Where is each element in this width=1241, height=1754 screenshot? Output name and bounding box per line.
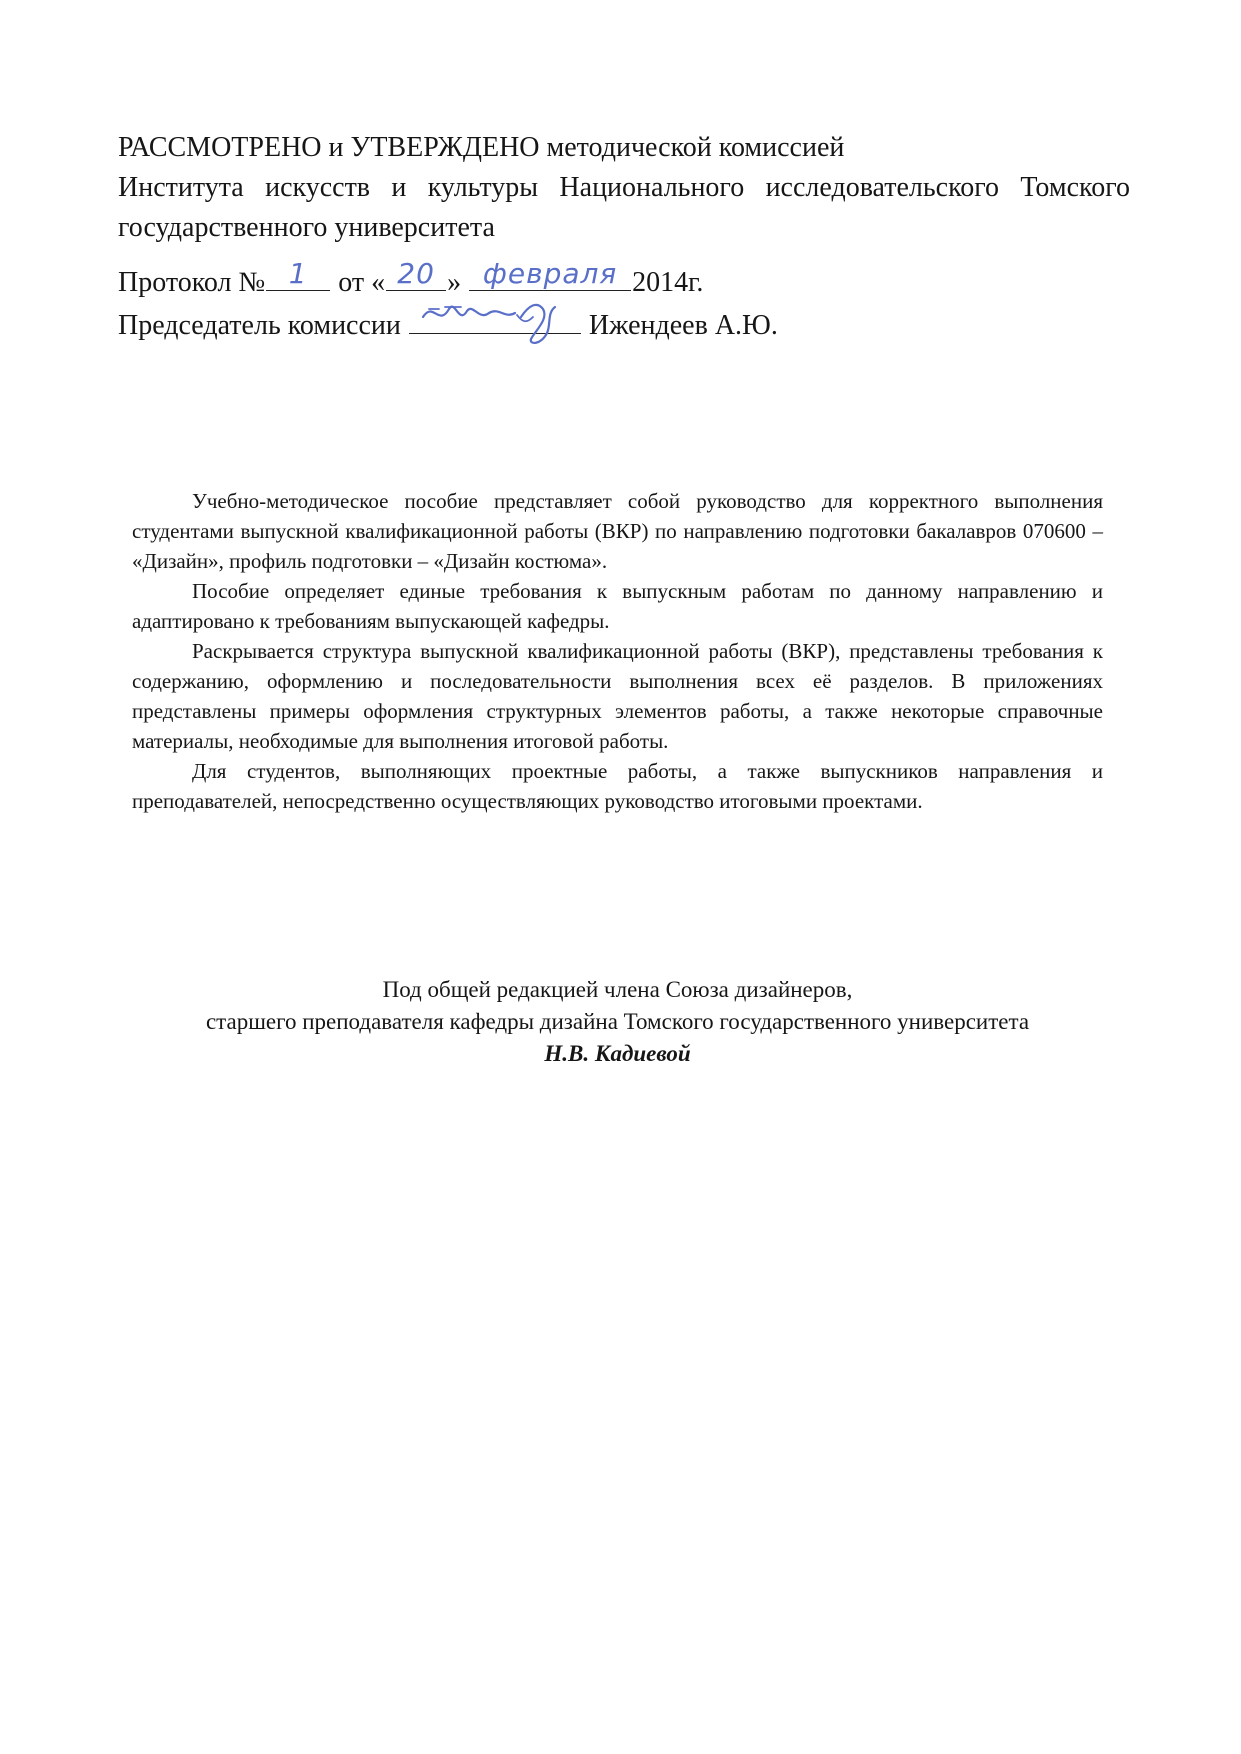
chair-name: Ижендеев А.Ю. — [588, 310, 778, 341]
handwritten-signature — [409, 287, 585, 349]
chair-line — [118, 303, 1130, 346]
from-label: от « — [338, 267, 386, 298]
protocol-line — [118, 257, 1130, 303]
approval-line-2: Института искусств и культуры Национального исследовательского Томского — [118, 172, 1130, 203]
signature-field — [409, 303, 581, 334]
abstract-paragraph: Раскрывается структура выпускной квалификационной работы (ВКР), представлены требования к содержанию, оформлению и последовательности выполнения всех её разделов. В приложениях представлены примеры оформления структурных элементов работы, а также некоторые справочные материалы, необходимые для выполнения итоговой работы. — [132, 639, 1103, 753]
protocol-number-field — [266, 257, 330, 291]
editor-block — [132, 974, 1103, 1070]
chair-label: Председатель комиссии — [118, 310, 401, 341]
editor-line-1: Под общей редакцией члена Союза дизайнеров, — [382, 977, 853, 1002]
protocol-number: 1 — [288, 257, 308, 290]
quote-close: » — [447, 267, 462, 298]
month-value: февраля — [482, 257, 618, 290]
abstract-paragraph: Учебно-методическое пособие представляет собой руководство для корректного выполнения студентами выпускной квалификационной работы (ВКР) по направлению подготовки бакалавров 070600 – «Дизайн», профиль подготовки – «Дизайн костюма». — [132, 489, 1103, 573]
approval-line-1: РАССМОТРЕНО и УТВЕРЖДЕНО методической комиссией — [118, 132, 845, 163]
abstract-paragraph: Пособие определяет единые требования к выпускным работам по данному направлению и адаптировано к требованиям выпускающей кафедры. — [132, 579, 1103, 633]
editor-line-2: старшего преподавателя кафедры дизайна Томского государственного университета — [205, 1009, 1030, 1034]
abstract-paragraph: Для студентов, выполняющих проектные работы, а также выпускников направления и преподавателей, непосредственно осуществляющих руководство итоговыми проектами. — [132, 759, 1103, 813]
approval-block — [118, 128, 1130, 346]
abstract-section — [132, 486, 1103, 816]
approval-line-3: государственного университета — [118, 212, 495, 243]
day-value: 20 — [397, 257, 435, 290]
editor-name: Н.В. Кадиевой — [544, 1041, 691, 1066]
protocol-label: Протокол № — [118, 267, 266, 298]
year-value: 2014г. — [632, 267, 704, 298]
